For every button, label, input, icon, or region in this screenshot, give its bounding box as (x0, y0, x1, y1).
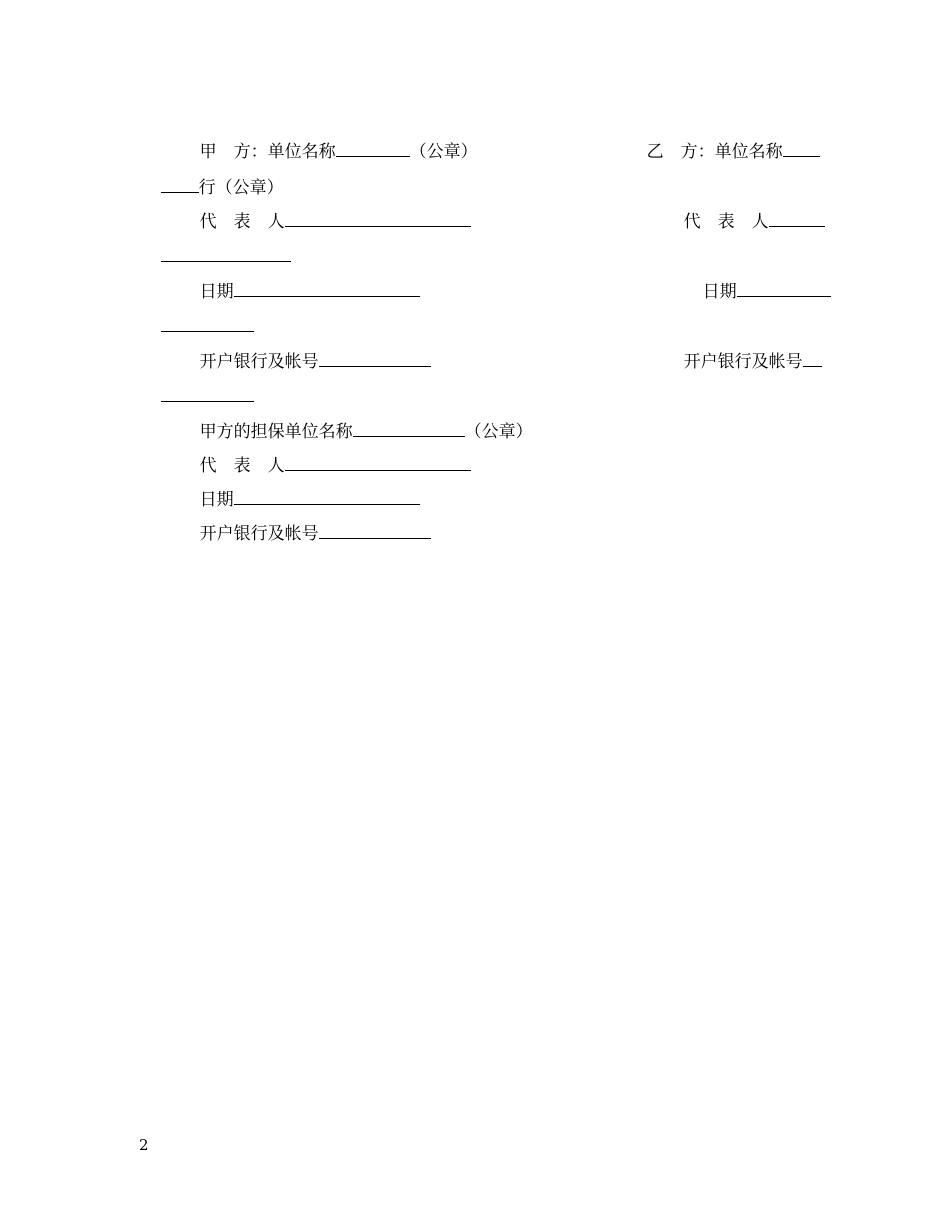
party-a-unit-blank (336, 141, 410, 157)
party-b-rep-wrap-blank (161, 246, 291, 262)
party-a-bank-label: 开户银行及帐号 (199, 352, 319, 372)
guarantor-unit-line (178, 401, 533, 442)
party-b-unit-line (625, 121, 820, 162)
party-a-rep-line (178, 191, 471, 232)
party-b-rep-wrap-line (139, 226, 291, 246)
party-b-bank-label: 开户银行及帐号 (683, 352, 803, 372)
party-b-bank-wrap-blank (161, 386, 254, 402)
party-a-date-label: 日期 (199, 282, 234, 302)
party-b-rep-label: 代 表 人 (683, 212, 769, 232)
guarantor-rep-label: 代 表 人 (199, 456, 285, 476)
party-a-date-blank (234, 281, 420, 297)
party-a-rep-blank (285, 211, 471, 227)
guarantor-seal: （公章） (464, 422, 533, 442)
party-a-rep-label: 代 表 人 (199, 212, 285, 232)
party-b-seal-wrap: 行（公章） (198, 178, 284, 198)
party-b-bank-wrap-line (139, 366, 254, 386)
guarantor-bank-line (178, 503, 431, 544)
party-b-date-wrap-line (139, 296, 254, 316)
party-a-date-line (178, 261, 420, 302)
party-b-rep-blank (769, 211, 825, 227)
party-b-date-wrap-blank (161, 316, 254, 332)
party-a-seal: （公章） (409, 142, 478, 162)
party-a-bank-line (178, 331, 431, 372)
guarantor-date-label: 日期 (199, 490, 234, 510)
party-b-unit-blank (783, 141, 820, 157)
party-b-unit-wrap-line (139, 157, 284, 198)
party-b-date-blank (737, 281, 831, 297)
guarantor-bank-label: 开户银行及帐号 (199, 524, 319, 544)
party-b-unit-label: 乙 方：单位名称 (646, 142, 783, 162)
party-b-date-line (681, 261, 831, 302)
party-a-unit-label: 甲 方：单位名称 (199, 142, 336, 162)
guarantor-bank-blank (319, 523, 431, 539)
page-number: 2 (139, 1136, 149, 1154)
party-a-unit-line (178, 121, 478, 162)
guarantor-unit-label: 甲方的担保单位名称 (199, 422, 353, 442)
party-b-bank-blank (803, 351, 822, 367)
party-b-bank-line (662, 331, 822, 372)
party-b-rep-line (662, 191, 825, 232)
party-a-bank-blank (319, 351, 431, 367)
guarantor-rep-line (178, 435, 471, 476)
guarantor-date-line (178, 469, 420, 510)
party-b-date-label: 日期 (702, 282, 737, 302)
